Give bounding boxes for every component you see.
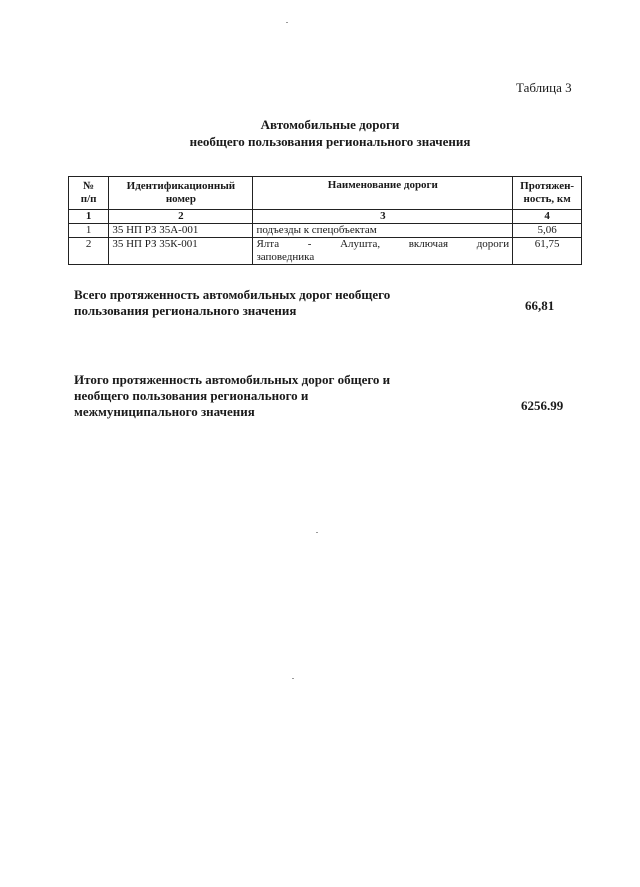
header-id-line2: номер — [165, 193, 196, 205]
column-number: 4 — [513, 210, 582, 224]
summary1-line2: пользования регионального значения — [74, 303, 297, 318]
row-name — [253, 238, 513, 265]
summary-grand-total — [74, 372, 474, 420]
scan-speck — [286, 22, 288, 23]
column-number: 1 — [69, 210, 109, 224]
table-row — [69, 238, 582, 265]
row-length: 61,75 — [513, 238, 582, 265]
summary2-line2: необщего пользования регионального и — [74, 388, 309, 403]
row-id: 35 НП РЗ 35К-001 — [109, 238, 253, 265]
column-number: 3 — [253, 210, 513, 224]
summary2-line1: Итого протяженность автомобильных дорог общего и — [74, 372, 391, 387]
header-num-line1: № — [83, 180, 95, 192]
row-num: 1 — [69, 224, 109, 238]
table-label: Таблица 3 — [516, 80, 572, 95]
header-num-line2: п/п — [80, 193, 97, 205]
header-name: Наименование дороги — [253, 177, 513, 210]
scan-speck — [316, 532, 318, 533]
summary-total-nonpublic — [74, 287, 474, 319]
row-length: 5,06 — [513, 224, 582, 238]
roads-table — [68, 176, 582, 265]
column-number-row — [69, 210, 582, 224]
summary-grand-total-value: 6256.99 — [521, 398, 564, 413]
name-word: включая — [408, 238, 449, 250]
name-word: Ялта — [256, 238, 280, 250]
header-id — [109, 177, 253, 210]
summary2-line3: межмуниципального значения — [74, 404, 255, 419]
row-name-line2: заповедника — [256, 251, 315, 263]
header-id-line1: Идентификационный — [126, 180, 236, 192]
name-word: дороги — [476, 238, 510, 250]
row-name — [253, 224, 513, 238]
row-num: 2 — [69, 238, 109, 265]
header-length-line2: ность, км — [523, 193, 571, 205]
name-word: - — [307, 238, 312, 250]
header-length — [513, 177, 582, 210]
row-name-line1 — [256, 238, 509, 251]
table-row — [69, 224, 582, 238]
header-num — [69, 177, 109, 210]
title-line-2: необщего пользования регионального значения — [189, 134, 471, 149]
row-name-text: подъезды к спецобъектам — [256, 224, 377, 236]
header-length-line1: Протяжен- — [520, 180, 575, 192]
row-id: 35 НП РЗ 35А-001 — [109, 224, 253, 238]
title-line-1: Автомобильные дороги — [260, 117, 400, 132]
summary1-line1: Всего протяженность автомобильных дорог необщего — [74, 287, 391, 302]
summary-total-nonpublic-value: 66,81 — [525, 298, 555, 313]
table-header-row — [69, 177, 582, 210]
scan-speck — [292, 678, 294, 679]
document-title — [0, 116, 640, 150]
name-word: Алушта, — [340, 238, 381, 250]
column-number: 2 — [109, 210, 253, 224]
